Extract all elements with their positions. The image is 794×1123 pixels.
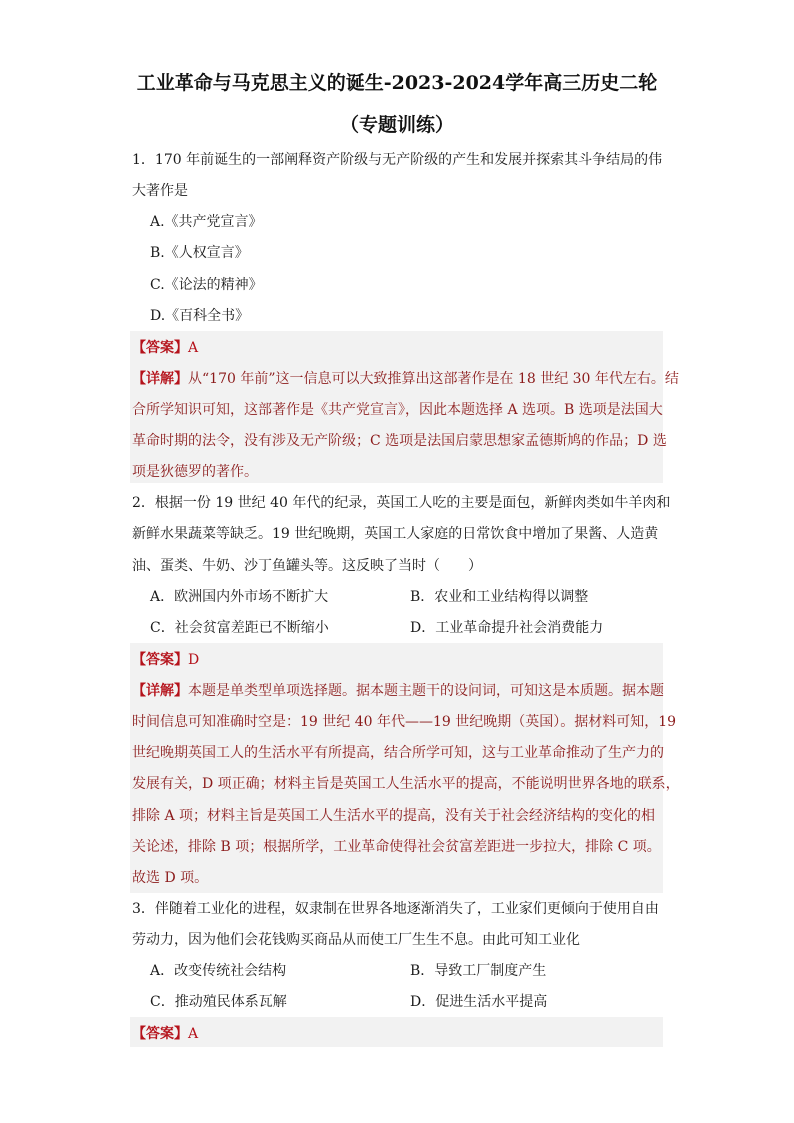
q2-option-b: B．农业和工业结构得以调整 (410, 589, 589, 605)
q1-detail-line2: 合所学知识可知，这部著作是《共产党宣言》，因此本题选择 A 选项。B 选项是法国大 (132, 402, 663, 418)
q2-answer-label: 【答案】 (132, 652, 188, 668)
q1-detail-label: 【详解】 (132, 371, 188, 387)
q3-option-d: D．促进生活水平提高 (410, 994, 548, 1010)
doc-subtitle: （专题训练） (339, 114, 454, 136)
q3-option-a: A．改变传统社会结构 (150, 963, 287, 979)
q1-option-c: C.《论法的精神》 (150, 277, 263, 293)
q3-stem-line2: 劳动力，因为他们会花钱购买商品从而使工厂生生不息。由此可知工业化 (132, 932, 580, 948)
q1-option-d: D.《百科全书》 (150, 308, 250, 324)
q3-answer (132, 1024, 198, 1044)
q1-answer (132, 338, 198, 358)
q3-option-b: B．导致工厂制度产生 (410, 963, 547, 979)
q3-stem-line1: 3．伴随着工业化的进程，奴隶制在世界各地逐渐消失了，工业家们更倾向于使用自由 (132, 901, 659, 917)
q2-stem-line1: 2．根据一份 19 世纪 40 年代的纪录，英国工人吃的主要是面包，新鲜肉类如牛羊肉和 (132, 495, 671, 511)
q2-detail-line1 (132, 681, 664, 701)
q1-option-b: B.《人权宣言》 (150, 245, 249, 261)
q1-detail-text1: 从“170 年前”这一信息可以大致推算出这部著作是在 18 世纪 30 年代左右。结 (188, 371, 679, 387)
q1-detail-line1 (132, 369, 679, 389)
q1-stem-line2: 大著作是 (132, 183, 188, 199)
q3-answer-block (130, 1017, 663, 1047)
q2-detail-line7: 故选 D 项。 (132, 870, 209, 886)
q1-detail-line4: 项是狄德罗的著作。 (132, 464, 258, 480)
q2-detail-label: 【详解】 (132, 683, 188, 699)
q2-detail-line6: 关论述，排除 B 项；根据所学，工业革命使得社会贫富差距进一步拉大，排除 C 项。 (132, 839, 661, 855)
q2-option-c: C．社会贫富差距已不断缩小 (150, 620, 329, 636)
q2-detail-line5: 排除 A 项；材料主旨是英国工人生活水平的提高，没有关于社会经济结构的变化的相 (132, 808, 656, 824)
q2-detail-line4: 发展有关，D 项正确；材料主旨是英国工人生活水平的提高，不能说明世界各地的联系， (132, 776, 680, 792)
q2-option-a: A．欧洲国内外市场不断扩大 (150, 589, 329, 605)
q3-option-c: C．推动殖民体系瓦解 (150, 994, 287, 1010)
q2-option-d: D．工业革命提升社会消费能力 (410, 620, 604, 636)
q3-answer-label: 【答案】 (132, 1026, 188, 1042)
doc-title: 工业革命与马克思主义的诞生-2023-2024学年高三历史二轮 (136, 72, 658, 94)
q1-answer-value: A (188, 340, 199, 356)
q2-detail-line2: 时间信息可知准确时空是：19 世纪 40 年代——19 世纪晚期（英国）。据材料可知，19 (132, 714, 677, 730)
q2-detail-line3: 世纪晚期英国工人的生活水平有所提高，结合所学可知，这与工业革命推动了生产力的 (132, 745, 664, 761)
q2-answer (132, 650, 199, 670)
q1-stem-line1: 1．170 年前诞生的一部阐释资产阶级与无产阶级的产生和发展并探索其斗争结局的伟 (132, 152, 663, 168)
q2-stem-line2: 新鲜水果蔬菜等缺乏。19 世纪晚期，英国工人家庭的日常饮食中增加了果酱、人造黄 (132, 526, 659, 542)
q2-answer-value: D (188, 652, 200, 668)
q1-option-a: A.《共产党宣言》 (150, 214, 263, 230)
q3-answer-value: A (188, 1026, 199, 1042)
q1-detail-line3: 革命时期的法令，没有涉及无产阶级；C 选项是法国启蒙思想家孟德斯鸠的作品；D 选 (132, 433, 667, 449)
q2-stem-line3: 油、蛋类、牛奶、沙丁鱼罐头等。这反映了当时（ ） (132, 558, 482, 574)
q2-detail-text1: 本题是单类型单项选择题。据本题主题干的设问词，可知这是本质题。据本题 (188, 683, 664, 699)
q1-answer-label: 【答案】 (132, 340, 188, 356)
